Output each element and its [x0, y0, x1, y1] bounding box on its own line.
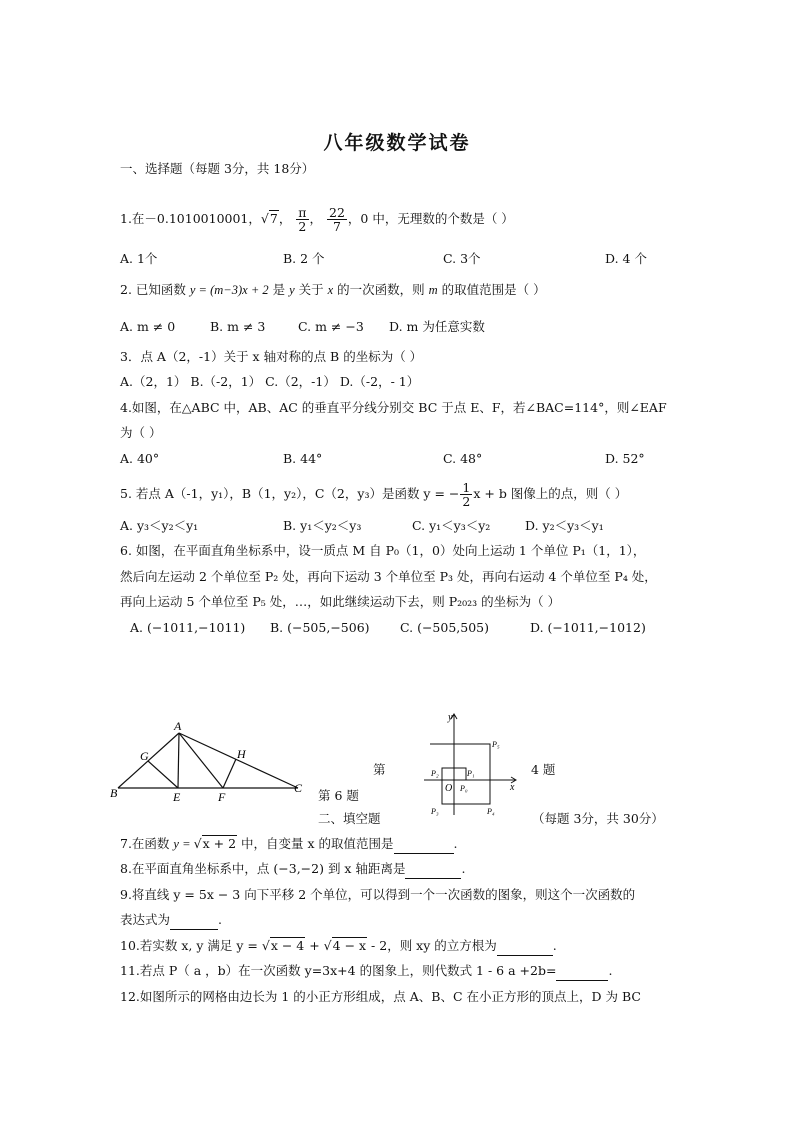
label-P0: P₀: [460, 784, 468, 793]
q1-option-d: D. 4 个: [605, 251, 647, 266]
question-4-line1: 4.如图，在△ABC 中，AB、AC 的垂直平分线分别交 BC 于点 E、F，若∠BAC=114°，则∠EAF: [120, 400, 667, 415]
q6-option-b: B. (−505,−506): [270, 620, 370, 635]
fraction-22-over-7: $\frac{22}{7}$: [329, 205, 345, 234]
q4-option-b: B. 44°: [283, 451, 323, 466]
section-choice-heading: 一、选择题（每题 3分，共 18分）: [120, 161, 315, 176]
question-6-line2: 然后向左运动 2 个单位至 P₂ 处，再向下运动 3 个单位至 P₃ 处，再向右运动 4 个单位至 P₄ 处，: [120, 569, 657, 584]
label-B: B: [110, 786, 118, 800]
answer-blank-11[interactable]: [556, 962, 608, 981]
label-E: E: [173, 790, 181, 804]
label-P3: P₃: [431, 807, 439, 816]
label-A: A: [174, 719, 182, 733]
question-12: 12.如图所示的网格由边长为 1 的小正方形组成，点 A、B、C 在小正方形的顶点上，D 为 BC: [120, 989, 641, 1004]
answer-blank-8[interactable]: [405, 860, 461, 879]
label-y-axis: y: [448, 712, 453, 723]
question-9-line1: 9.将直线 y = 5x − 3 向下平移 2 个单位，可以得到一个一次函数的图象，则这个一次函数的: [120, 887, 636, 902]
q2-option-b: B. m ≠ 3: [210, 319, 266, 334]
answer-blank-9[interactable]: [170, 911, 218, 930]
q5-option-a: A. y₃＜y₂＜y₁: [120, 518, 199, 533]
fraction-pi-over-2: $\frac{\pi}{2}$: [298, 205, 307, 234]
q2-option-d: D. m 为任意实数: [389, 319, 485, 334]
q2-option-a: A. m ≠ 0: [120, 319, 176, 334]
question-10: 10.若实数 x, y 满足 y = √x − 4 + √4 − x - 2，则 xy 的立方根为 .: [120, 937, 557, 956]
q2-option-c: C. m ≠ −3: [298, 319, 364, 334]
question-4-line2: 为（ ）: [120, 425, 162, 440]
q1-option-a: A. 1个: [120, 251, 158, 266]
q4-option-d: D. 52°: [605, 451, 645, 466]
q1-option-c: C. 3个: [443, 251, 481, 266]
question-5: 5. 若点 A（-1，y₁），B（1，y₂），C（2，y₃）是函数 y = − $\frac{1}{2}$ x + b 图像上的点，则（ ）: [120, 480, 628, 509]
q6-option-a: A. (−1011,−1011): [130, 620, 246, 635]
caption-q6: 第 6 题: [318, 788, 359, 803]
label-P4: P₄: [487, 807, 495, 816]
question-6-line1: 6. 如图，在平面直角坐标系中，设一质点 M 自 P₀（1，0）处向上运动 1 个单位 P₁（1，1），: [120, 543, 646, 558]
label-P2: P₂: [431, 769, 439, 778]
caption-q4: 4 题: [531, 762, 556, 777]
question-9-line2: 表达式为 .: [120, 911, 222, 930]
label-F: F: [218, 790, 226, 804]
triangle-figure: [108, 718, 313, 806]
label-C: C: [294, 781, 303, 795]
answer-blank-10[interactable]: [497, 937, 553, 956]
label-G: G: [140, 749, 149, 763]
q5-option-b: B. y₁＜y₂＜y₃: [283, 518, 362, 533]
label-x-axis: x: [510, 782, 515, 793]
question-2: 2. 已知函数 y = (m−3)x + 2 是 y 关于 x 的一次函数，则 m 的取值范围是（ ）: [120, 282, 546, 297]
answer-blank-7[interactable]: [394, 835, 454, 854]
fraction-1-over-2: $\frac{1}{2}$: [462, 480, 471, 509]
q1-option-b: B. 2 个: [283, 251, 325, 266]
label-P1: P₁: [467, 769, 475, 778]
question-3: 3．点 A（2，-1）关于 x 轴对称的点 B 的坐标为（ ）: [120, 349, 423, 364]
q6-option-d: D. (−1011,−1012): [530, 620, 646, 635]
label-origin: O: [445, 783, 453, 794]
q5-option-c: C. y₁＜y₃＜y₂: [412, 518, 491, 533]
caption-di: 第: [373, 762, 386, 777]
question-8: 8.在平面直角坐标系中，点 (−3,−2) 到 x 轴距离是 .: [120, 860, 465, 879]
label-P5: P₅: [492, 740, 500, 749]
question-1: 1.在－0.1010010001，√7， $\frac{\pi}{2}$ ， $\frac{22}{7}$ ，0 中，无理数的个数是（ ）: [120, 205, 514, 234]
question-11: 11.若点 P（ a ，b）在一次函数 y=3x+4 的图象上，则代数式 1 - 6 a +2b= .: [120, 962, 612, 981]
label-H: H: [237, 747, 246, 761]
q3-options: A.（2，1） B.（-2，1） C.（2，-1） D.（-2，- 1）: [120, 374, 420, 389]
section-fill-score: （每题 3分，共 30分）: [532, 811, 664, 826]
section-fill-heading: 二、填空题: [318, 811, 381, 826]
q5-option-d: D. y₂＜y₃＜y₁: [525, 518, 604, 533]
coordinate-spiral-figure: [424, 710, 524, 820]
question-7: 7.在函数 y = √x + 2 中，自变量 x 的取值范围是 .: [120, 835, 458, 854]
q4-option-c: C. 48°: [443, 451, 483, 466]
q4-option-a: A. 40°: [120, 451, 160, 466]
page-title: 八年级数学试卷: [323, 132, 471, 154]
question-6-line3: 再向上运动 5 个单位至 P₅ 处，…，如此继续运动下去，则 P₂₀₂₃ 的坐标为（ ）: [120, 594, 561, 609]
q6-option-c: C. (−505,505): [400, 620, 489, 635]
